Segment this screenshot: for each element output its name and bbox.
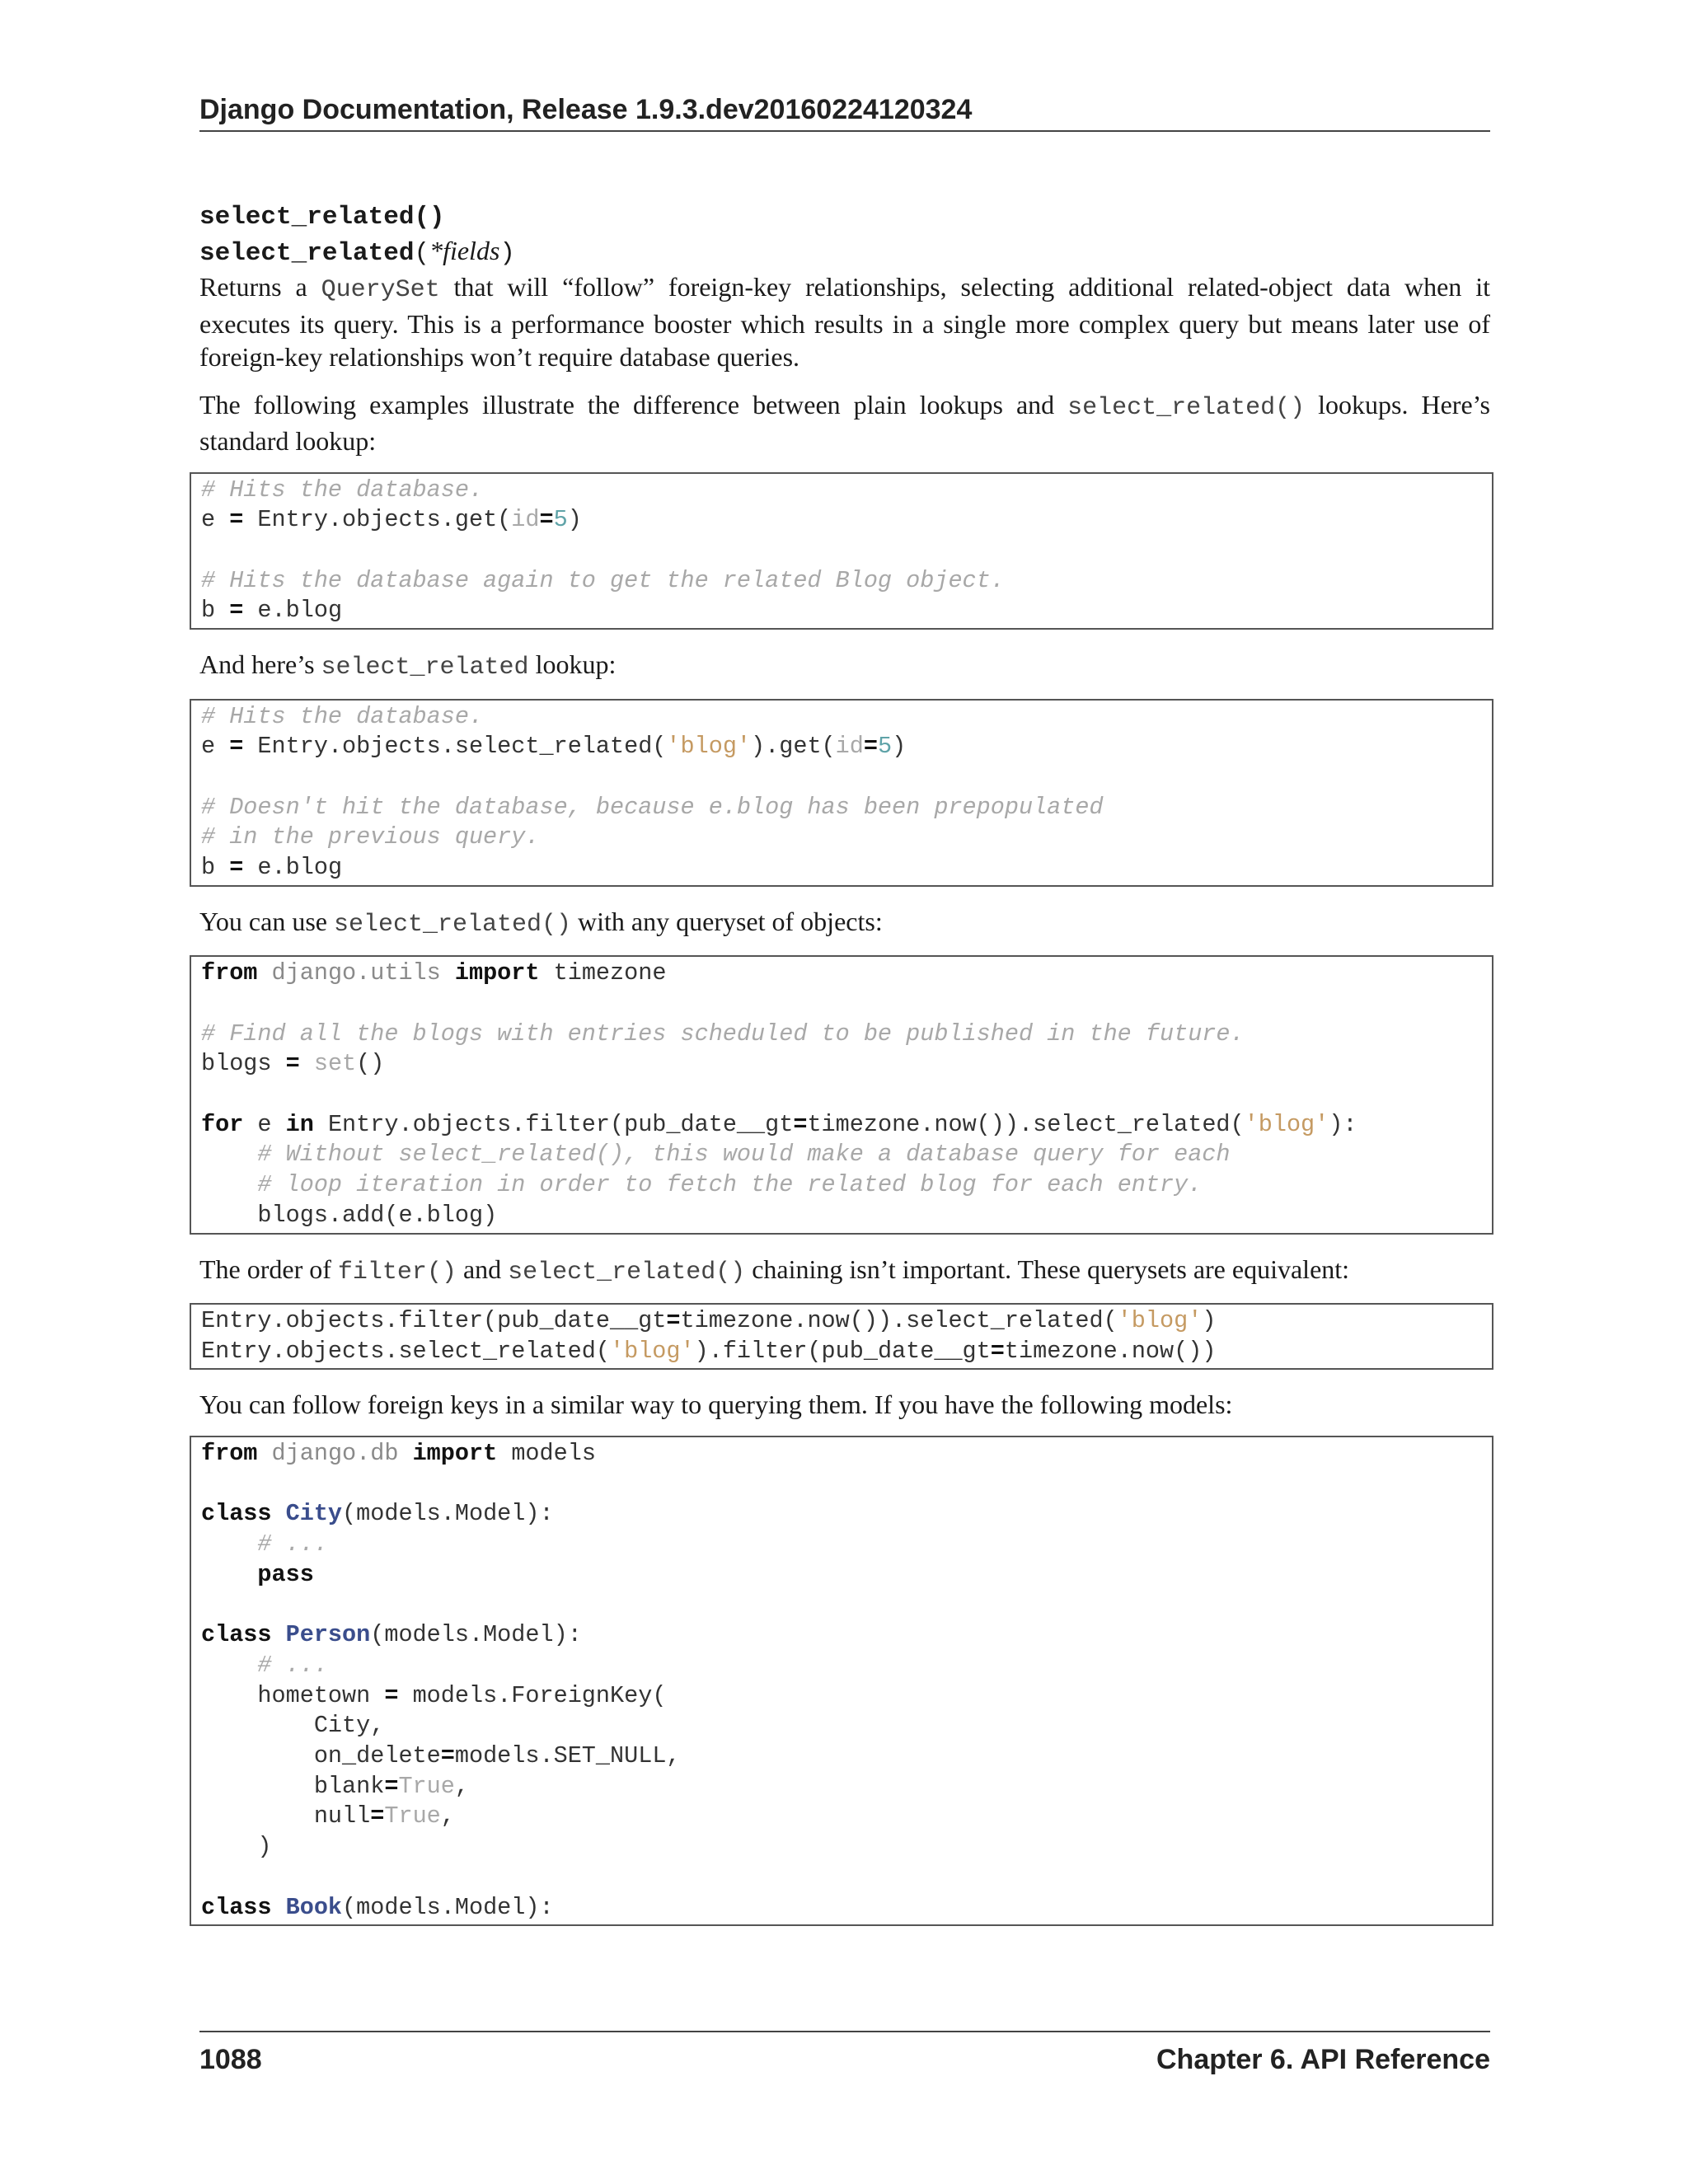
- code-block-any-queryset: from django.utils import timezone # Find all the blogs with entries scheduled to be published in the future. blogs = set() for e in Entry.objects.filter(pub_date__gt=timezone.now()).select_related('blog'): # Without select_related(), this would make a database query for each # loop iteration in order to fetch the related blog for each entry. blogs.add(e.blog): [190, 955, 1493, 1234]
- page-header: [199, 91, 1490, 132]
- chapter-title: Chapter 6. API Reference: [1156, 2044, 1490, 2075]
- method-signature-1: select_related(): [199, 203, 445, 232]
- code-block-models: from django.db import models class City(models.Model): # ... pass class Person(models.Model): # ... hometown = models.ForeignKey( City, on_delete=models.SET_NULL, blank=True, null=True, ) class Book(models.Model):: [190, 1436, 1493, 1926]
- method-signature-2: select_related(*fields): [199, 236, 515, 268]
- code-block-equivalent-querysets: Entry.objects.filter(pub_date__gt=timezone.now()).select_related('blog') Entry.objects.select_related('blog').filter(pub_date__gt=timezone.now()): [190, 1303, 1493, 1370]
- select-related-intro-paragraph: And here’s select_related lookup:: [199, 649, 617, 682]
- chaining-order-paragraph: The order of filter() and select_related() chaining isn’t important. These querysets are equivalent:: [199, 1254, 1350, 1286]
- page-number: 1088: [199, 2044, 262, 2075]
- main-content: [199, 201, 1490, 1944]
- examples-intro-paragraph: The following examples illustrate the difference between plain lookups and select_related() lookups. Here’s standard lookup:: [199, 389, 1491, 456]
- document-title: Django Documentation, Release 1.9.3.dev20160224120324: [199, 94, 973, 125]
- foreign-keys-paragraph: You can follow foreign keys in a similar way to querying them. If you have the following models:: [199, 1390, 1233, 1420]
- any-queryset-paragraph: You can use select_related() with any queryset of objects:: [199, 906, 883, 939]
- code-block-select-related-lookup: # Hits the database. e = Entry.objects.select_related('blog').get(id=5) # Doesn't hit the database, because e.blog has been prepopulated # in the previous query. b = e.blog: [190, 699, 1493, 887]
- description-paragraph: Returns a QuerySet that will “follow” foreign-key relationships, selecting additional related-object data when it executes its query. This is a performance booster which results in a single more complex query but means later use of foreign-key relationships won’t require database queries.: [199, 272, 1491, 372]
- page-footer: [199, 2031, 1490, 2079]
- code-block-standard-lookup: # Hits the database. e = Entry.objects.get(id=5) # Hits the database again to get the related Blog object. b = e.blog: [190, 472, 1493, 630]
